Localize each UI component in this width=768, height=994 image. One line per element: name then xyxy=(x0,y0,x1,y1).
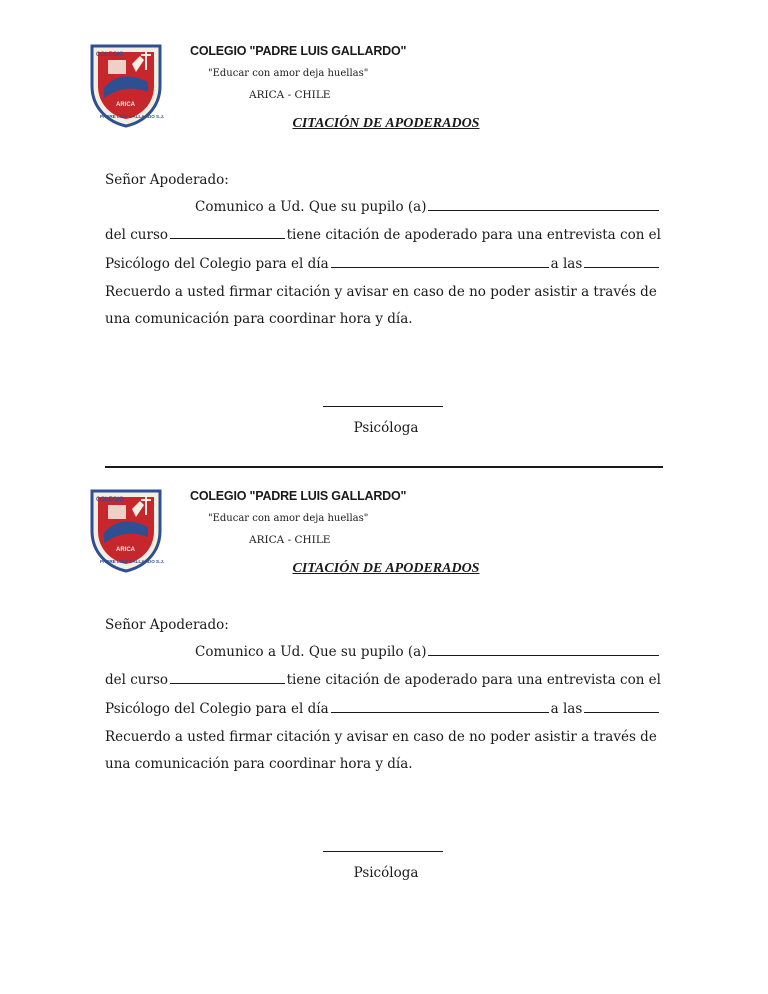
course-line xyxy=(105,672,661,688)
time-blank[interactable] xyxy=(584,257,659,268)
course-line xyxy=(105,227,661,243)
citation-slip-bottom xyxy=(0,445,768,885)
time-blank[interactable] xyxy=(584,702,659,713)
reminder-line: Recuerdo a usted firmar citación y avisar en caso de no poder asistir a través de xyxy=(105,284,657,300)
school-name: COLEGIO "PADRE LUIS GALLARDO" xyxy=(190,489,407,503)
time-prefix: a las xyxy=(550,701,583,717)
school-city: ARICA - CHILE xyxy=(249,534,331,546)
reminder-line: Recuerdo a usted firmar citación y avisar en caso de no poder asistir a través de xyxy=(105,729,657,745)
crest-ring-label: PADRE LUIS GALLARDO S.J. xyxy=(100,114,164,119)
signature-line[interactable] xyxy=(323,851,443,852)
course-suffix: tiene citación de apoderado para una entrevista con el xyxy=(286,227,661,243)
crest-center-label: ARICA xyxy=(116,547,135,553)
pupil-name-blank[interactable] xyxy=(428,200,659,211)
signature-line[interactable] xyxy=(323,406,443,407)
signature-label: Psicóloga xyxy=(353,420,419,436)
reminder-line-end: una comunicación para coordinar hora y día. xyxy=(105,311,413,327)
date-line xyxy=(105,256,661,272)
crest-top-label: COLEGIO xyxy=(96,52,124,58)
school-name: COLEGIO "PADRE LUIS GALLARDO" xyxy=(190,44,407,58)
document-title: CITACIÓN DE APODERADOS xyxy=(292,561,480,576)
salutation: Señor Apoderado: xyxy=(105,172,229,188)
pupil-prefix: Comunico a Ud. Que su pupilo (a) xyxy=(195,644,427,660)
course-blank[interactable] xyxy=(170,228,285,239)
crest-top-label: COLEGIO xyxy=(96,497,124,503)
date-line xyxy=(105,701,661,717)
document-title: CITACIÓN DE APODERADOS xyxy=(292,116,480,131)
citation-slip-top xyxy=(0,0,768,440)
date-prefix: Psicólogo del Colegio para el día xyxy=(105,256,329,272)
school-motto: "Educar con amor deja huellas" xyxy=(208,68,369,79)
school-motto: "Educar con amor deja huellas" xyxy=(208,513,369,524)
date-blank[interactable] xyxy=(331,257,549,268)
date-prefix: Psicólogo del Colegio para el día xyxy=(105,701,329,717)
school-city: ARICA - CHILE xyxy=(249,89,331,101)
crest-center-label: ARICA xyxy=(116,102,135,108)
course-blank[interactable] xyxy=(170,673,285,684)
reminder-line-end: una comunicación para coordinar hora y día. xyxy=(105,756,413,772)
salutation: Señor Apoderado: xyxy=(105,617,229,633)
date-blank[interactable] xyxy=(331,702,549,713)
pupil-prefix: Comunico a Ud. Que su pupilo (a) xyxy=(195,199,427,215)
course-prefix: del curso xyxy=(105,227,169,243)
course-suffix: tiene citación de apoderado para una entrevista con el xyxy=(286,672,661,688)
pupil-line xyxy=(195,199,661,215)
crest-ring-label: PADRE LUIS GALLARDO S.J. xyxy=(100,559,164,564)
pupil-name-blank[interactable] xyxy=(428,645,659,656)
course-prefix: del curso xyxy=(105,672,169,688)
pupil-line xyxy=(195,644,661,660)
signature-label: Psicóloga xyxy=(353,865,419,881)
time-prefix: a las xyxy=(550,256,583,272)
